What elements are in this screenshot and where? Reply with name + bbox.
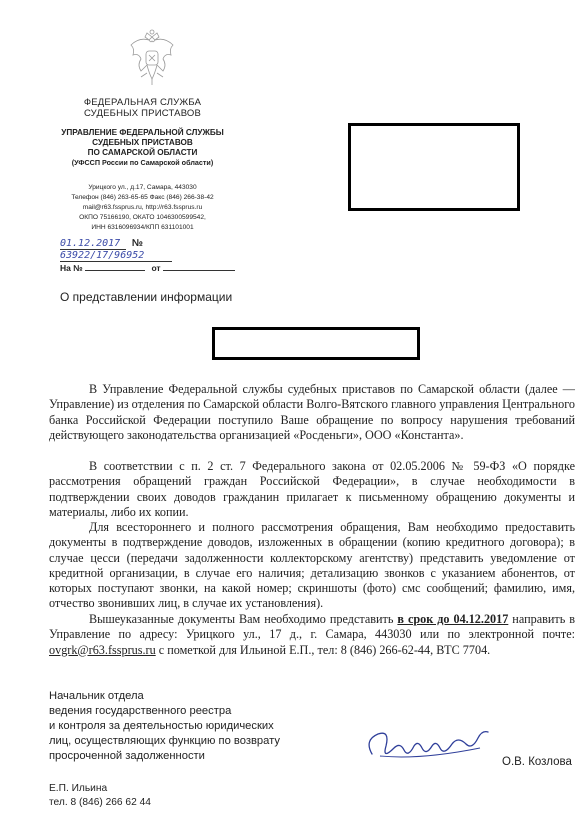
agency-name: [40, 97, 245, 119]
subject-line: О представлении информации: [60, 290, 233, 304]
registration-date: 01.12.2017: [60, 238, 126, 250]
agency-line: ФЕДЕРАЛЬНАЯ СЛУЖБА: [83, 97, 202, 108]
p4-start: Вышеуказанные документы Вам необходимо представить: [89, 612, 398, 626]
paragraph-4: [49, 612, 575, 658]
phone-fax-line: Телефон (846) 263-65-65 Факс (846) 266-38-42: [71, 194, 214, 201]
registration-date-number: [60, 238, 255, 262]
inn-kpp-line: ИНН 6316096934/КПП 631101001: [91, 224, 194, 231]
p4-mid: направить в Управление по адресу: Урицкого ул., 17 д., г. Самара, 443030 или по электронной почте:: [49, 612, 575, 642]
coat-of-arms-emblem: [127, 29, 177, 87]
executor-info: [49, 782, 151, 810]
department-line: СУДЕБНЫХ ПРИСТАВОВ: [92, 138, 193, 147]
ref-number-blank: [85, 270, 145, 271]
from-label: от: [151, 263, 161, 273]
executor-phone: тел. 8 (846) 266 62 44: [49, 797, 151, 808]
deadline-date: в срок до 04.12.2017: [397, 612, 509, 626]
reference-line: [60, 263, 255, 273]
department-line: УПРАВЛЕНИЕ ФЕДЕРАЛЬНОЙ СЛУЖБЫ: [61, 128, 224, 137]
from-date-blank: [163, 270, 235, 271]
redacted-recipient-name: [212, 327, 420, 360]
agency-line: СУДЕБНЫХ ПРИСТАВОВ: [83, 108, 202, 119]
title-line: просроченной задолженности: [49, 750, 205, 762]
paragraph-1: В Управление Федеральной службы судебных приставов по Самарской области (далее — Управление) из отделения по Самарской области Волго-Вятского главного управления Центрального банка Российской Федерации поступило Ваше обращение по вопросу нарушения требований действующего законодательства организацией «Росденьги», ООО «Константа».: [49, 382, 575, 442]
title-line: и контроля за деятельностью юридических: [49, 720, 274, 732]
p4-end: с пометкой для Ильиной Е.П., тел: 8 (846) 266-62-44, ВТС 7704.: [155, 642, 491, 657]
number-label: №: [131, 238, 143, 249]
signatory-title: [49, 689, 280, 764]
handwritten-signature: [360, 718, 500, 773]
email-link[interactable]: ovgrk@r63.fssprus.ru: [49, 642, 156, 657]
redacted-recipient-box: [348, 123, 520, 211]
ref-label: На №: [60, 263, 83, 273]
department-name: [40, 128, 245, 168]
title-line: ведения государственного реестра: [49, 705, 232, 717]
department-line: ПО САМАРСКОЙ ОБЛАСТИ: [87, 148, 198, 157]
executor-name: Е.П. Ильина: [49, 783, 108, 794]
email-web-line: mail@r63.fssprus.ru, http://r63.fssprus.ru: [82, 204, 203, 211]
registration-number: 63922/17/96952: [60, 250, 172, 262]
title-line: лиц, осуществляющих функцию по возврату: [49, 735, 280, 747]
signatory-name: О.В. Козлова: [502, 756, 572, 768]
title-line: Начальник отдела: [49, 690, 144, 702]
department-line: (УФССП России по Самарской области): [71, 158, 214, 167]
paragraph-3: Для всестороннего и полного рассмотрения обращения, Вам необходимо предоставить документы в подтверждение доводов, изложенных в обращении (копию кредитного договора); в случае цесси (передачи задолженности коллекторскому агентству) представить уведомление от кредитной организации, в случае его наличия; детализацию звонков с указанием абонентов, от которых поступают звонки, на какой номер; скриншоты (фото) смс сообщений; фамилию, имя, отчество звонивших лиц, в случае их установления).: [49, 520, 575, 611]
address-line: Урицкого ул., д.17, Самара, 443030: [88, 184, 197, 191]
okpo-okato-line: ОКПО 75166190, ОКАТО 1046300599542,: [79, 214, 206, 221]
paragraph-2: В соответствии с п. 2 ст. 7 Федерального закона от 02.05.2006 № 59-ФЗ «О порядке рассмотрения обращений граждан Российской Федерации», в случае необходимости в подтверждении своих доводов гражданин прилагает к письменному обращению документы и материалы, либо их копии.: [49, 459, 575, 519]
contact-details: [40, 183, 245, 233]
